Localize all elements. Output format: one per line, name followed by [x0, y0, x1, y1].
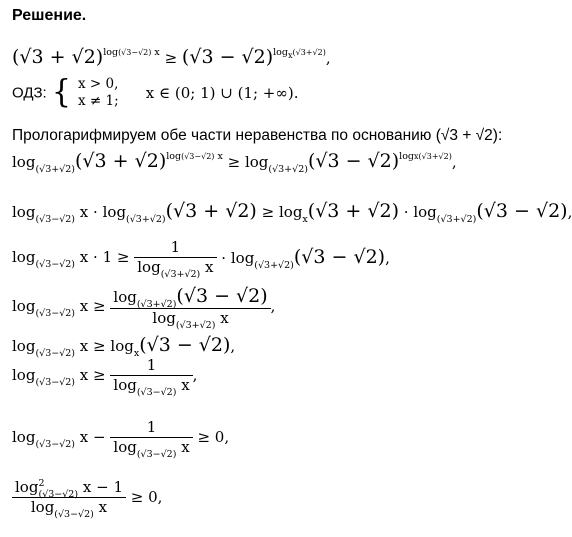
var-x: x [79, 203, 89, 221]
log-base: (√3−√2) [118, 48, 152, 57]
log-text: log [413, 203, 437, 221]
var-x: x [79, 337, 89, 355]
minus-sign: − [96, 478, 109, 496]
log-text: log [12, 203, 36, 221]
odz-cond-1: x > 0, [78, 76, 119, 92]
log-text: log [113, 288, 137, 306]
numerator: 1 [170, 238, 181, 256]
var-x: x [79, 366, 89, 384]
comma: , [325, 49, 331, 67]
log-base: (√3+√2) [175, 320, 216, 331]
odz-cond-2: x ≠ 1; [78, 93, 119, 109]
odz-label: ОДЗ: [12, 84, 47, 102]
var-x: x [82, 478, 92, 496]
log-base: x [302, 214, 308, 225]
one: 1 [113, 478, 123, 496]
log-text: log [12, 153, 36, 171]
fraction [110, 418, 192, 460]
rhs-tail [221, 246, 390, 271]
log-base: (√3−√2) [136, 387, 177, 398]
var-x: x [79, 297, 89, 315]
log-text: log [244, 153, 269, 171]
expr: (√3 + √2) [75, 150, 167, 172]
one-times-ge: · 1 ≥ [93, 248, 130, 266]
denominator [110, 437, 192, 460]
numerator [12, 478, 126, 500]
comma: , [192, 366, 198, 384]
ge-sign: ≥ [227, 153, 241, 171]
expr: (√3 + √2) [12, 46, 104, 68]
square-exp: 2 [38, 478, 45, 489]
comma: , [567, 203, 572, 221]
inequality-expanded [12, 200, 572, 225]
expr: (√3 − √2) [307, 150, 400, 172]
ge-sign: ≥ [93, 337, 106, 355]
log-text: log [137, 258, 161, 276]
fraction [110, 356, 192, 398]
inequality-step-5 [12, 285, 276, 331]
log-base: (√3+√2) [160, 269, 201, 280]
log-text: log [152, 309, 176, 327]
log-base: (√3−√2) [35, 439, 76, 450]
var-x: x [181, 376, 190, 394]
log-base: x [287, 51, 293, 60]
odz-domain: x ∈ (0; 1) ∪ (1; +∞). [145, 83, 299, 102]
log-base: (√3+√2) [436, 214, 477, 225]
log-text: log [12, 366, 36, 384]
expr: (√3 + √2) [307, 200, 399, 222]
log-text: log [30, 498, 55, 516]
expr: (√3 − √2) [181, 46, 274, 68]
dot: · [93, 203, 98, 221]
fraction [110, 285, 270, 331]
dot: · [403, 203, 409, 221]
log-base: (√3−√2) [54, 509, 94, 520]
log-text: log [12, 428, 36, 446]
log-base: (√3+√2) [136, 299, 177, 310]
var-x: x [98, 498, 108, 516]
intro-text: Прологарифмируем обе части неравенства по основанию (√3 + √2): [12, 127, 503, 144]
ge-zero: ≥ 0, [130, 488, 163, 506]
log-base: (√3−√2) [35, 214, 76, 225]
inequality-step-4 [12, 238, 390, 280]
expr: (√3 + √2) [165, 200, 257, 222]
lhs [12, 297, 106, 319]
comma: , [385, 249, 390, 267]
fraction [134, 238, 216, 280]
log-base: (√3−√2) [38, 489, 79, 500]
log-text: log [15, 478, 39, 496]
numerator: 1 [146, 356, 157, 374]
ge-sign: ≥ [93, 297, 106, 315]
inequality-step-8 [12, 418, 230, 460]
inequality-step-7 [12, 356, 198, 398]
log-base: (√3+√2) [268, 164, 308, 175]
log-base: (√3+√2) [254, 260, 294, 271]
ge-sign: ≥ [261, 203, 275, 221]
var-x: x [220, 309, 229, 327]
log-text: log [12, 337, 36, 355]
log-base: (√3−√2) [35, 308, 76, 319]
log-text: log [399, 151, 415, 162]
ge-zero: ≥ 0, [197, 428, 230, 446]
denominator [110, 375, 192, 398]
lhs [12, 366, 106, 388]
comma: , [451, 153, 457, 171]
expr: (√3 − √2) [176, 285, 268, 307]
inequality-original [12, 48, 331, 67]
log-base: (√3−√2) [35, 259, 76, 270]
log-base: (√3−√2) [35, 348, 76, 359]
log-text: log [278, 203, 303, 221]
expr: (√3 − √2) [139, 334, 231, 356]
lhs [12, 428, 106, 450]
log-arg: (√3+√2) [418, 152, 452, 161]
inequality-log-both [12, 150, 457, 175]
log-text: log [113, 438, 137, 456]
log-base: (√3−√2) [136, 449, 177, 460]
odz-block [12, 76, 298, 110]
dot: · [221, 249, 227, 267]
ge-sign: ≥ [164, 49, 178, 67]
numerator: 1 [146, 418, 157, 436]
log-text: log [166, 151, 182, 162]
log-base: x [414, 152, 419, 161]
var-x: x [79, 248, 89, 266]
var-x: x [217, 151, 223, 162]
denominator [134, 257, 216, 280]
lhs [12, 248, 130, 270]
log-text: log [273, 47, 288, 58]
log-base: (√3−√2) [181, 152, 215, 161]
odz-system [78, 76, 119, 110]
ge-sign: ≥ [93, 366, 106, 384]
minus-sign: − [93, 428, 106, 446]
comma: , [270, 297, 276, 315]
inequality-step-6 [12, 334, 236, 359]
log-text: log [113, 376, 137, 394]
expr: (√3 − √2) [476, 200, 568, 222]
log-text: log [12, 248, 36, 266]
log-base: (√3−√2) [35, 377, 76, 388]
system-brace: { [51, 74, 71, 111]
log-base: (√3+√2) [126, 214, 166, 225]
log-text: log [12, 297, 36, 315]
denominator [110, 308, 270, 331]
log-arg: (√3+√2) [292, 48, 326, 57]
inequality-step-9 [12, 478, 163, 520]
log-text: log [110, 337, 134, 355]
log-base: x [133, 348, 140, 359]
log-text: log [103, 47, 119, 58]
log-text: log [230, 249, 255, 267]
log-base: (√3+√2) [35, 164, 76, 175]
numerator [110, 287, 270, 308]
log-text: log [102, 203, 127, 221]
var-x: x [154, 47, 160, 58]
var-x: x [79, 428, 89, 446]
fraction [12, 478, 126, 520]
var-x: x [181, 438, 190, 456]
comma: , [230, 337, 236, 355]
solution-heading: Решение. [12, 7, 87, 24]
var-x: x [205, 258, 214, 276]
expr: (√3 − √2) [293, 246, 386, 268]
